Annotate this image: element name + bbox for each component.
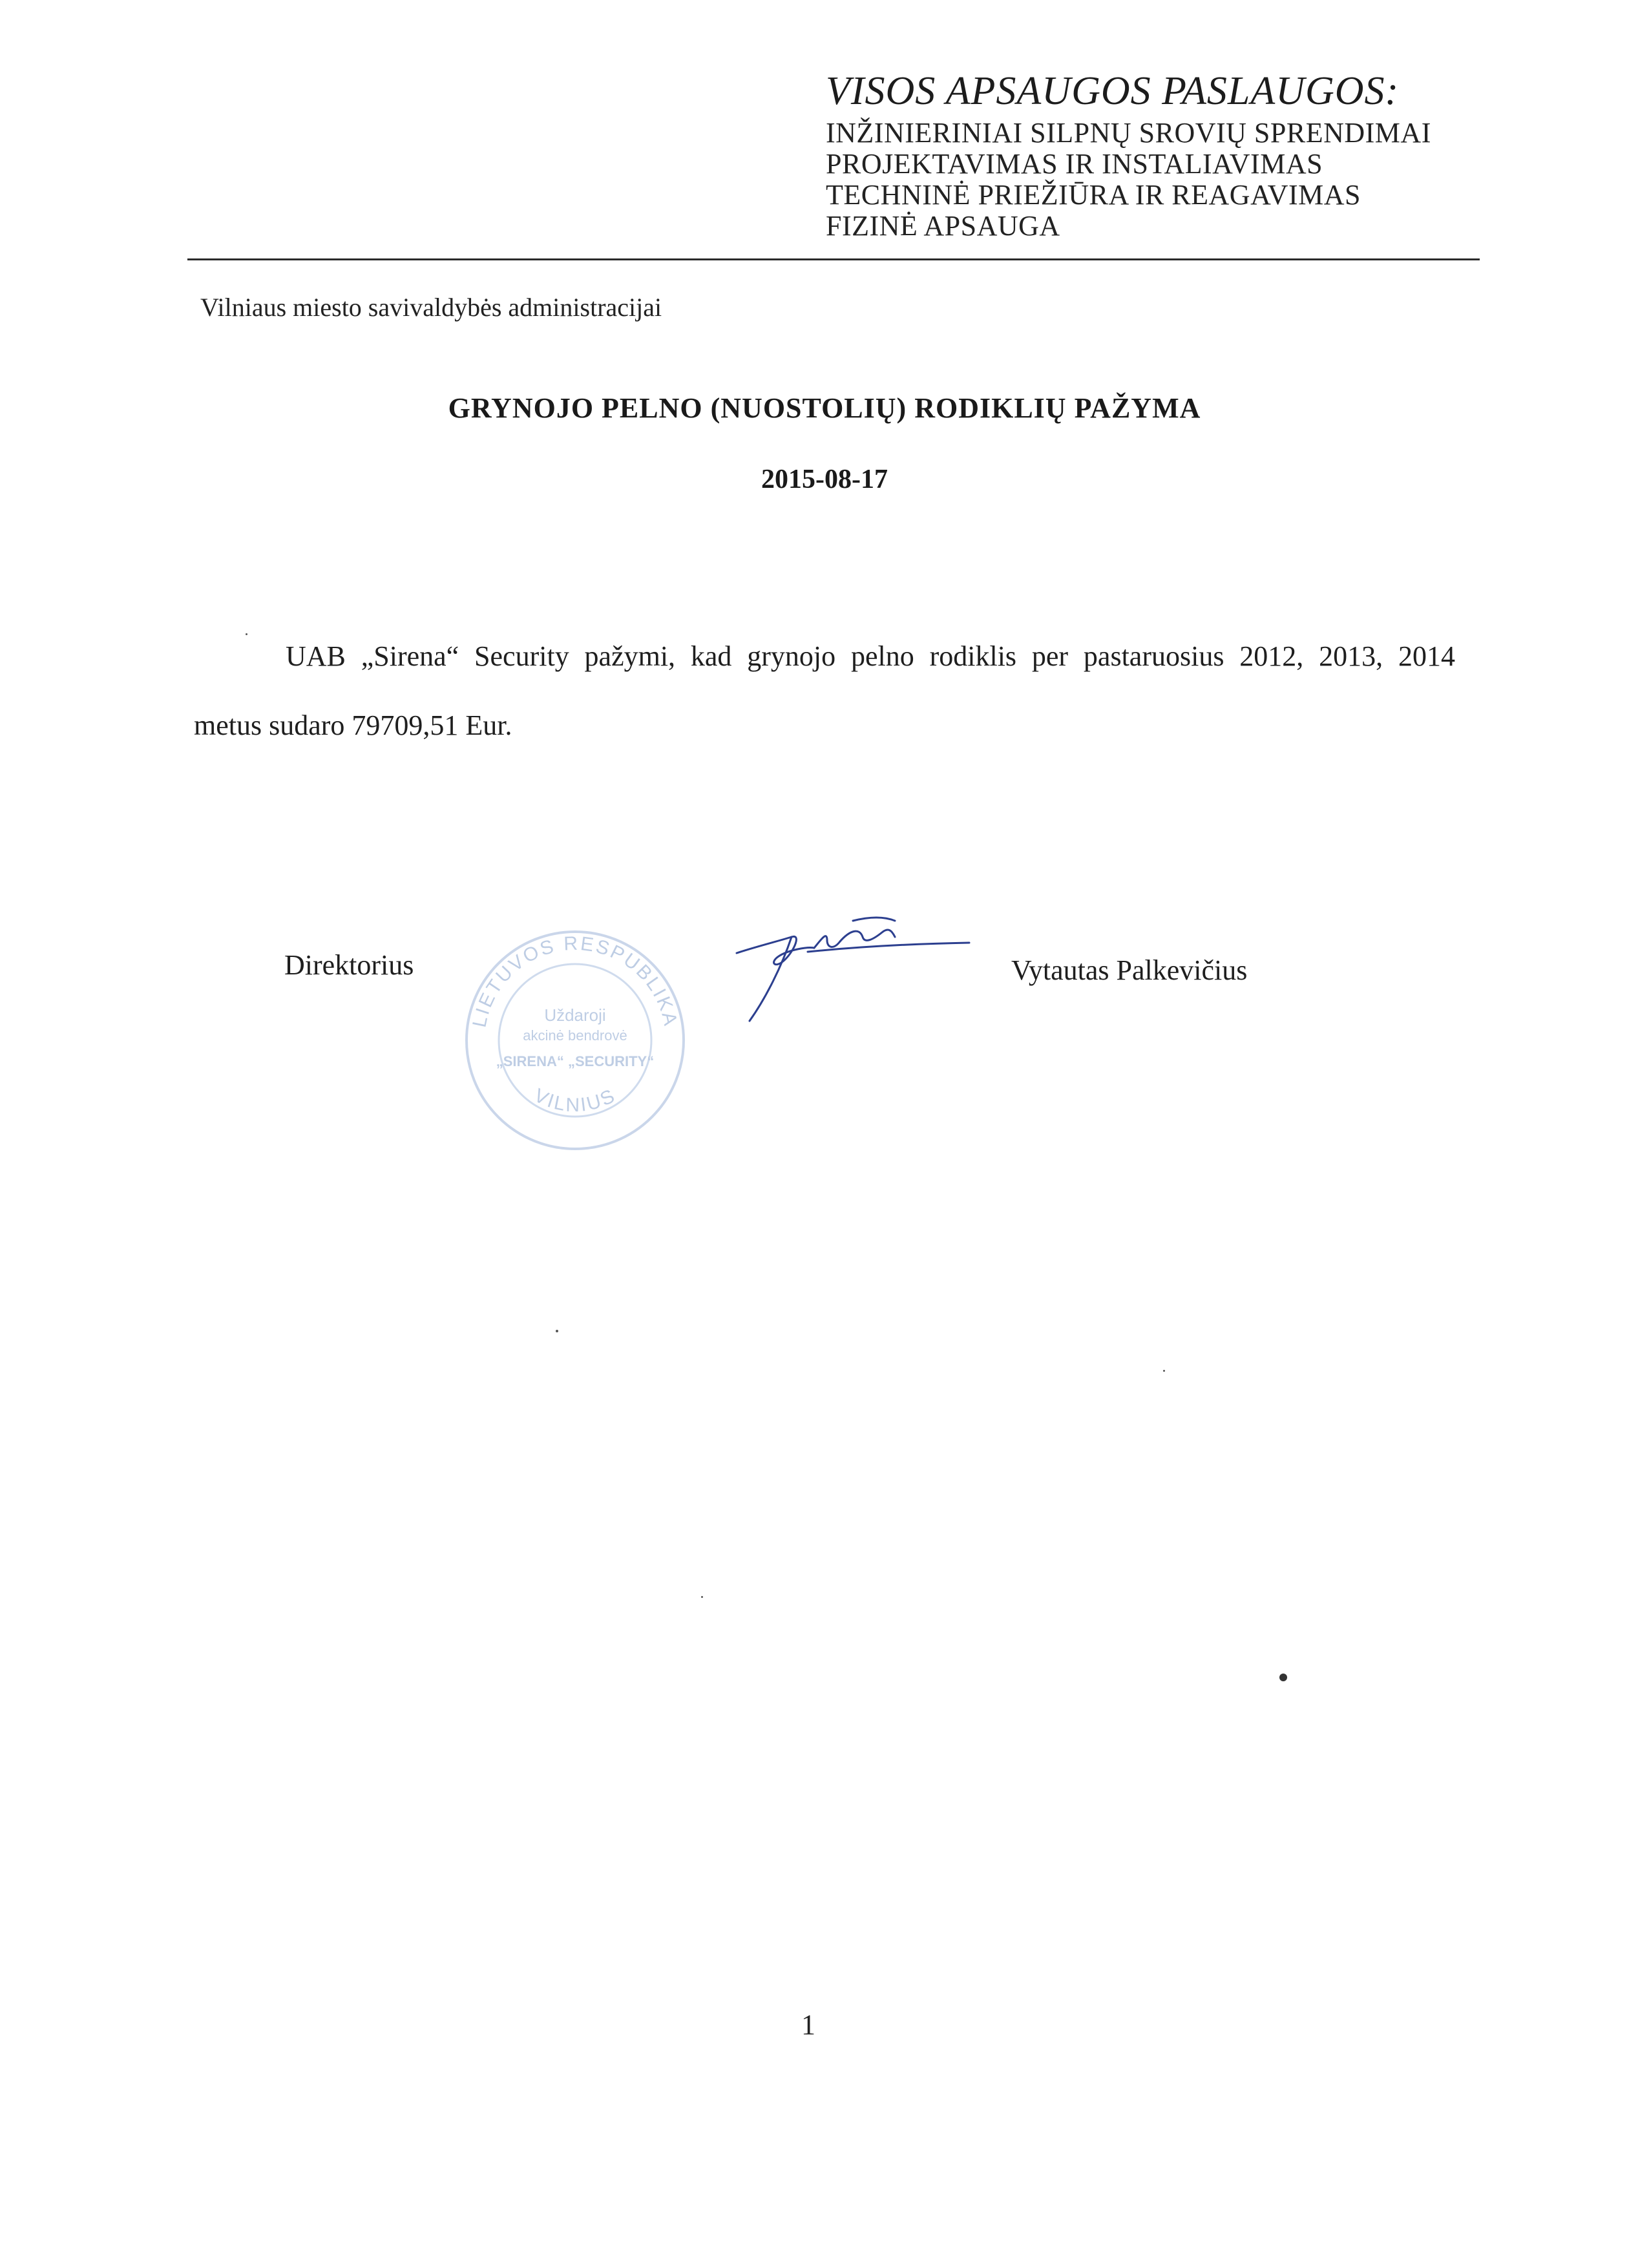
service-item: FIZINĖ APSAUGA bbox=[826, 210, 1060, 242]
letterhead bbox=[826, 71, 1504, 242]
scan-speck bbox=[246, 633, 247, 635]
signer-role: Direktorius bbox=[284, 949, 414, 981]
service-item: INŽINIERINIAI SILPNŲ SROVIŲ SPRENDIMAI bbox=[826, 117, 1431, 149]
service-item: TECHNINĖ PRIEŽIŪRA IR REAGAVIMAS bbox=[826, 179, 1361, 211]
body-text-line-2: metus sudaro 79709,51 Eur. bbox=[194, 709, 512, 741]
recipient-line: Vilniaus miesto savivaldybės administracijai bbox=[200, 293, 662, 322]
signer-name: Vytautas Palkevičius bbox=[1011, 954, 1248, 986]
scan-speck bbox=[1163, 1370, 1165, 1372]
scan-speck bbox=[556, 1330, 558, 1332]
stamp-ring-bottom: VILNIUS bbox=[530, 1084, 620, 1117]
document-title: GRYNOJO PELNO (NUOSTOLIŲ) RODIKLIŲ PAŽYMA bbox=[448, 392, 1201, 424]
stamp-line-1: Uždaroji bbox=[544, 1005, 606, 1025]
document-date: 2015-08-17 bbox=[761, 465, 888, 494]
service-item: PROJEKTAVIMAS IR INSTALIAVIMAS bbox=[826, 148, 1323, 180]
stamp-ring-top: LIETUVOS RESPUBLIKA bbox=[468, 932, 682, 1029]
page-number: 1 bbox=[801, 2009, 815, 2041]
body-text-line-1: UAB „Sirena“ Security pažymi, kad grynojo pelno rodiklis per pastaruosius 2012, 2013, 2014 bbox=[286, 640, 1455, 672]
scan-speck bbox=[1279, 1674, 1287, 1681]
stamp-line-2: akcinė bendrovė bbox=[523, 1027, 627, 1044]
svg-text:VILNIUS bbox=[530, 1085, 620, 1117]
handwritten-signature bbox=[730, 901, 976, 1031]
letterhead-title: VISOS APSAUGOS PASLAUGOS: bbox=[826, 69, 1400, 113]
stamp-line-3: „SIRENA“ „SECURITY“ bbox=[496, 1053, 655, 1069]
company-stamp bbox=[459, 924, 691, 1157]
header-divider bbox=[187, 258, 1480, 260]
service-list bbox=[826, 118, 1504, 242]
scan-speck bbox=[701, 1596, 703, 1598]
